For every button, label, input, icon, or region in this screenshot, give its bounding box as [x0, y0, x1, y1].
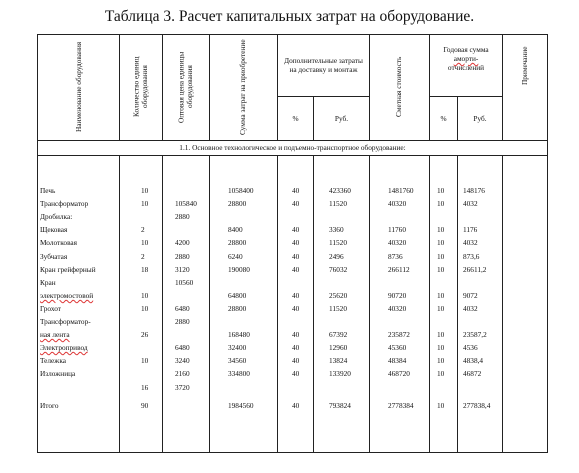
- section-title: 1.1. Основное технологическое и подъемно-транспортное оборудование:: [179, 143, 406, 152]
- cell-sum: 8400: [228, 225, 243, 235]
- header-estimate: Сметная стоимость: [393, 56, 403, 118]
- cell-estimate: 40320: [388, 303, 407, 313]
- cell-annual-percent: 10: [437, 251, 445, 261]
- cell-percent: 40: [292, 330, 300, 340]
- cell-estimate: 90720: [388, 290, 407, 300]
- cell-annual-rub: 873,6: [463, 251, 480, 261]
- cell-price: 2160: [175, 369, 190, 379]
- cell-rub: 423360: [329, 186, 351, 195]
- cell-estimate: 468720: [388, 369, 410, 379]
- cell-percent: 40: [292, 264, 300, 274]
- cell-percent: 40: [292, 369, 300, 379]
- cell-price: 6480: [175, 303, 190, 313]
- cell-name: Изложница: [40, 369, 76, 379]
- table-title: Таблица 3. Расчет капитальных затрат на оборудование.: [104, 8, 475, 25]
- cell-rub: 3360: [329, 225, 344, 235]
- cell-annual-rub: 277838,4: [463, 400, 491, 410]
- cell-annual-percent: 10: [437, 238, 445, 248]
- cell-percent: 40: [292, 290, 300, 300]
- cell-name: Дробилка:: [40, 212, 73, 222]
- cell-annual-rub: 4032: [463, 238, 478, 248]
- header-annual-word: аморти-: [453, 54, 479, 63]
- cell-estimate: 48384: [388, 356, 407, 366]
- col-divider: [502, 34, 503, 453]
- cell-price: 2880: [175, 251, 190, 261]
- cell-annual-rub: 26611,2: [463, 264, 487, 274]
- cell-sum: 168480: [228, 330, 250, 340]
- col-divider: [369, 34, 370, 453]
- cell-percent: 40: [292, 186, 300, 195]
- cell-percent: 40: [292, 400, 300, 410]
- cell-price: 6480: [175, 343, 190, 353]
- cell-annual-rub: 4032: [463, 199, 478, 209]
- cell-rub: 11520: [329, 238, 347, 248]
- col-divider: [209, 34, 210, 453]
- cell-name: Молотковая: [40, 238, 78, 248]
- cell-name: Тележка: [40, 356, 67, 366]
- cell-annual-rub: 9072: [463, 290, 478, 300]
- cell-estimate: 40320: [388, 238, 407, 248]
- cell-rub: 67392: [329, 330, 348, 340]
- cell-name: Кран: [40, 277, 56, 287]
- cell-price: 105840: [175, 199, 197, 209]
- cell-percent: 40: [292, 225, 300, 235]
- cell-qty: 16: [141, 382, 149, 392]
- header-annual: [432, 45, 500, 72]
- cell-price: 4200: [175, 238, 190, 248]
- cell-percent: 40: [292, 356, 300, 366]
- header-add-rub: Руб.: [334, 114, 349, 123]
- cell-annual-rub: 46872: [463, 369, 482, 379]
- cell-annual-percent: 10: [437, 400, 445, 410]
- header-name: Наименование оборудования: [73, 41, 83, 133]
- cell-qty: 10: [141, 356, 149, 366]
- cell-qty: 2: [141, 251, 145, 261]
- cell-sum: 28800: [228, 238, 247, 248]
- cell-estimate: 45360: [388, 343, 407, 353]
- cell-annual-rub: 1176: [463, 225, 478, 235]
- cell-rub: 793824: [329, 400, 351, 410]
- header-note: Примечание: [519, 46, 529, 86]
- cell-percent: 40: [292, 343, 300, 353]
- cell-price: 3720: [175, 382, 190, 392]
- cell-qty: 10: [141, 303, 149, 313]
- cell-estimate: 1481760: [388, 186, 414, 195]
- cell-estimate: 11760: [388, 225, 406, 235]
- cell-name: Зубчатая: [40, 251, 68, 261]
- cell-qty: 10: [141, 238, 149, 248]
- cell-rub: 2496: [329, 251, 344, 261]
- cell-sum: 190080: [228, 264, 250, 274]
- cell-price: 2880: [175, 212, 190, 222]
- col-divider: [119, 34, 120, 453]
- header-annual-rub: Руб.: [473, 114, 487, 123]
- subheader-divider: [429, 96, 502, 97]
- cell-annual-percent: 10: [437, 330, 445, 340]
- cell-estimate: 8736: [388, 251, 403, 261]
- header-wholesale: Оптовая цена единицы оборудования: [176, 51, 194, 123]
- cell-sum: 1058400: [228, 186, 254, 195]
- cell-name: Печь: [40, 186, 56, 195]
- cell-price: 3240: [175, 356, 190, 366]
- cell-name: Трансформатор-: [40, 317, 91, 326]
- cell-annual-percent: 10: [437, 343, 445, 353]
- cell-rub: 76032: [329, 264, 348, 274]
- cell-annual-percent: 10: [437, 290, 445, 300]
- header-qty: Количество единиц оборудования: [131, 56, 149, 118]
- cell-name: Щековая: [40, 225, 68, 235]
- header-annual-prefix: Годовая сумма: [443, 45, 489, 54]
- header-additional: Дополнительные затраты на доставку и монтаж: [284, 56, 363, 74]
- cell-estimate: 266112: [388, 264, 410, 274]
- cell-rub: 11520: [329, 199, 347, 209]
- cell-qty: 26: [141, 330, 149, 340]
- header-total-price: Сумма затрат на приобретение: [237, 39, 247, 135]
- cell-sum: 334800: [228, 369, 250, 379]
- subheader-divider: [277, 96, 369, 97]
- cell-annual-percent: 10: [437, 264, 445, 274]
- cell-estimate: 40320: [388, 199, 407, 209]
- cell-annual-rub: 23587,2: [463, 330, 487, 340]
- cell-annual-percent: 10: [437, 369, 445, 379]
- cell-annual-rub: 4838,4: [463, 356, 484, 366]
- cell-name: Трансформатор: [40, 199, 89, 209]
- cell-qty: 2: [141, 225, 145, 235]
- cell-annual-percent: 10: [437, 199, 445, 209]
- cell-sum: 34560: [228, 356, 247, 366]
- cell-rub: 25620: [329, 290, 348, 300]
- header-add-percent: %: [292, 114, 299, 123]
- cell-percent: 40: [292, 199, 300, 209]
- cell-price: 2880: [175, 317, 190, 326]
- cell-sum: 64800: [228, 290, 247, 300]
- cell-annual-percent: 10: [437, 303, 445, 313]
- cell-annual-percent: 10: [437, 186, 445, 195]
- cell-percent: 40: [292, 303, 300, 313]
- header-annual-percent: %: [440, 114, 447, 123]
- cell-estimate: 2778384: [388, 400, 414, 410]
- cell-annual-percent: 10: [437, 225, 445, 235]
- section-line: [37, 155, 548, 156]
- cell-rub: 133920: [329, 369, 351, 379]
- cell-name: Электропривод: [40, 343, 88, 353]
- header-annual-suffix: отчислений: [447, 63, 485, 72]
- cell-sum: 1984560: [228, 400, 254, 410]
- cell-annual-rub: 148176: [463, 186, 485, 195]
- cell-qty: 90: [141, 400, 149, 410]
- cell-rub: 13824: [329, 356, 348, 366]
- cell-percent: 40: [292, 251, 300, 261]
- cell-qty: 10: [141, 199, 149, 209]
- cell-price: 10560: [175, 277, 194, 287]
- cell-qty: 18: [141, 264, 149, 274]
- cell-estimate: 235872: [388, 330, 410, 340]
- cell-name: ная лента: [40, 330, 70, 340]
- cell-name: Грохот: [40, 303, 61, 313]
- cell-name: электромостовой: [40, 290, 94, 300]
- cell-annual-rub: 4536: [463, 343, 478, 353]
- cell-rub: 11520: [329, 303, 347, 313]
- col-divider: [162, 34, 163, 453]
- cell-qty: 10: [141, 290, 149, 300]
- cell-name: Итого: [40, 400, 59, 410]
- cell-annual-rub: 4032: [463, 303, 478, 313]
- cell-name: Кран грейферный: [40, 264, 96, 274]
- cell-sum: 28800: [228, 303, 247, 313]
- cell-sum: 32400: [228, 343, 247, 353]
- cell-annual-percent: 10: [437, 356, 445, 366]
- cell-sum: 28800: [228, 199, 247, 209]
- cell-sum: 6240: [228, 251, 243, 261]
- cell-qty: 10: [141, 186, 149, 195]
- cell-rub: 12960: [329, 343, 348, 353]
- cell-price: 3120: [175, 264, 190, 274]
- cell-percent: 40: [292, 238, 300, 248]
